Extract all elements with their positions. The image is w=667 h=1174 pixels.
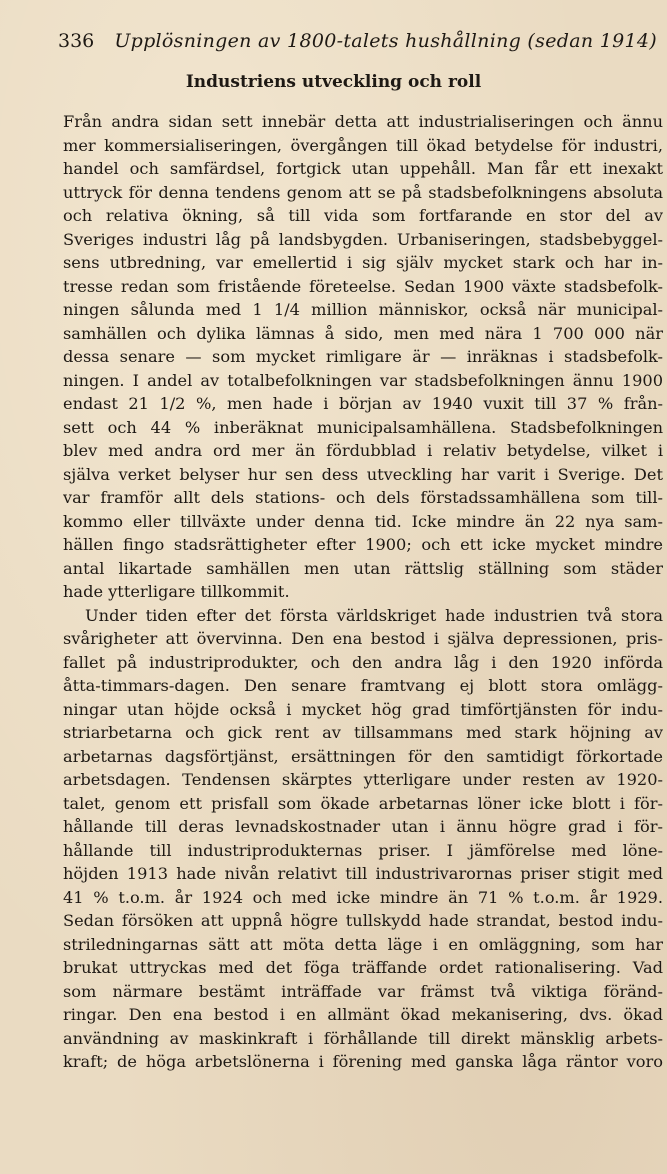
text-line: handel och samfärdsel, fortgick utan uppehåll. Man får ett inexakt xyxy=(63,159,663,178)
text-line: striledningarnas sätt att möta detta läge i en omläggning, som har xyxy=(63,934,663,954)
text-line: fallet på industriprodukter, och den andra låg i den 1920 införda xyxy=(63,652,663,672)
text-line: var framför allt dels stations- och dels förstadssamhällena som till- xyxy=(63,488,663,507)
text-line: svårigheter att övervinna. Den ena bestod i själva depressionen, pris- xyxy=(63,629,663,648)
text-line: som närmare bestämt inträffade var främst två viktiga föränd- xyxy=(63,981,663,1001)
text-line: hällen fingo stadsrättigheter efter 1900; och ett icke mycket mindre xyxy=(63,535,663,554)
text-line: sett och 44 % inberäknat municipalsamhällena. Stadsbefolkningen xyxy=(63,417,663,437)
text-line: striarbetarna och gick rent av tillsammans med stark höjning av xyxy=(63,723,663,742)
text-line: mer kommersialiseringen, övergången till ökad betydelse för industri, xyxy=(63,135,663,155)
running-title: Upplösningen av 1800-talets hushållning (sedan 1914) xyxy=(114,30,657,52)
text-line: och relativa ökning, så till vida som fortfarande en stor del av xyxy=(63,206,663,225)
text-line: brukat uttryckas med det föga träffande ordet rationalisering. Vad xyxy=(63,958,663,977)
text-line: talet, genom ett prisfall som ökade arbetarnas löner icke blott i för- xyxy=(63,793,663,813)
text-line: kommo eller tillväxte under denna tid. Icke mindre än 22 nya sam- xyxy=(63,511,663,531)
text-line: 41 % t.o.m. år 1924 och med icke mindre än 71 % t.o.m. år 1929. xyxy=(63,887,663,907)
text-line: kraft; de höga arbetslönerna i förening med ganska låga räntor voro xyxy=(63,1052,663,1071)
text-line: själva verket belyser hur sen dess utveckling har varit i Sverige. Det xyxy=(63,464,663,484)
body-text xyxy=(63,110,663,1074)
text-line: arbetarnas dagsförtjänst, ersättningen för den samtidigt förkortade xyxy=(63,746,663,766)
text-line: Sedan försöken att uppnå högre tullskydd hade strandat, bestod indu- xyxy=(63,911,663,930)
text-line: tresse redan som fristående företeelse. Sedan 1900 växte stadsbefolk- xyxy=(63,276,663,296)
text-line: hållande till deras levnadskostnader utan i ännu högre grad i för- xyxy=(63,817,663,836)
paragraph-1 xyxy=(63,110,663,604)
text-line: Från andra sidan sett innebär detta att industrialiseringen och ännu xyxy=(63,112,663,131)
text-line: ningen. I andel av totalbefolkningen var stadsbefolkningen ännu 1900 xyxy=(63,370,663,390)
text-line: dessa senare — som mycket rimligare är — inräknas i stadsbefolk- xyxy=(63,347,663,366)
text-line: Under tiden efter det första världskriget hade industrien två stora xyxy=(85,605,663,625)
text-line: Sveriges industri låg på landsbygden. Urbaniseringen, stadsbebyggel- xyxy=(63,229,663,249)
text-line: samhällen och dylika lämnas å sido, men med nära 1 700 000 när xyxy=(63,323,663,343)
text-line: arbetsdagen. Tendensen skärptes ytterligare under resten av 1920- xyxy=(63,770,663,789)
section-heading: Industriens utveckling och roll xyxy=(185,72,482,92)
text-line: hållande till industriprodukternas priser. I jämförelse med löne- xyxy=(63,840,663,860)
text-line: uttryck för denna tendens genom att se på stadsbefolkningens absoluta xyxy=(63,182,663,202)
page-number: 336 xyxy=(58,30,95,52)
text-line: ningar utan höjde också i mycket hög grad timförtjänsten för indu- xyxy=(63,699,663,719)
text-line: ringar. Den ena bestod i en allmänt ökad mekanisering, dvs. ökad xyxy=(63,1005,663,1024)
text-line: användning av maskinkraft i förhållande till direkt mänsklig arbets- xyxy=(63,1028,663,1048)
text-line: endast 21 1/2 %, men hade i början av 1940 vuxit till 37 % från- xyxy=(63,394,663,413)
text-line: höjden 1913 hade nivån relativt till industrivarornas priser stigit med xyxy=(63,864,663,883)
paragraph-2 xyxy=(63,604,663,1074)
text-line: blev med andra ord mer än fördubblad i relativ betydelse, vilket i xyxy=(63,441,663,460)
text-line: hade ytterligare tillkommit. xyxy=(63,582,290,601)
text-line: sens utbredning, var emellertid i sig själv mycket stark och har in- xyxy=(63,253,663,272)
text-line: åtta-timmars-dagen. Den senare framtvang ej blott stora omlägg- xyxy=(63,676,663,695)
text-line: antal likartade samhällen men utan rättslig ställning som städer xyxy=(63,558,663,578)
text-line: ningen sålunda med 1 1/4 million människor, också när municipal- xyxy=(63,300,663,319)
running-head xyxy=(58,30,657,62)
